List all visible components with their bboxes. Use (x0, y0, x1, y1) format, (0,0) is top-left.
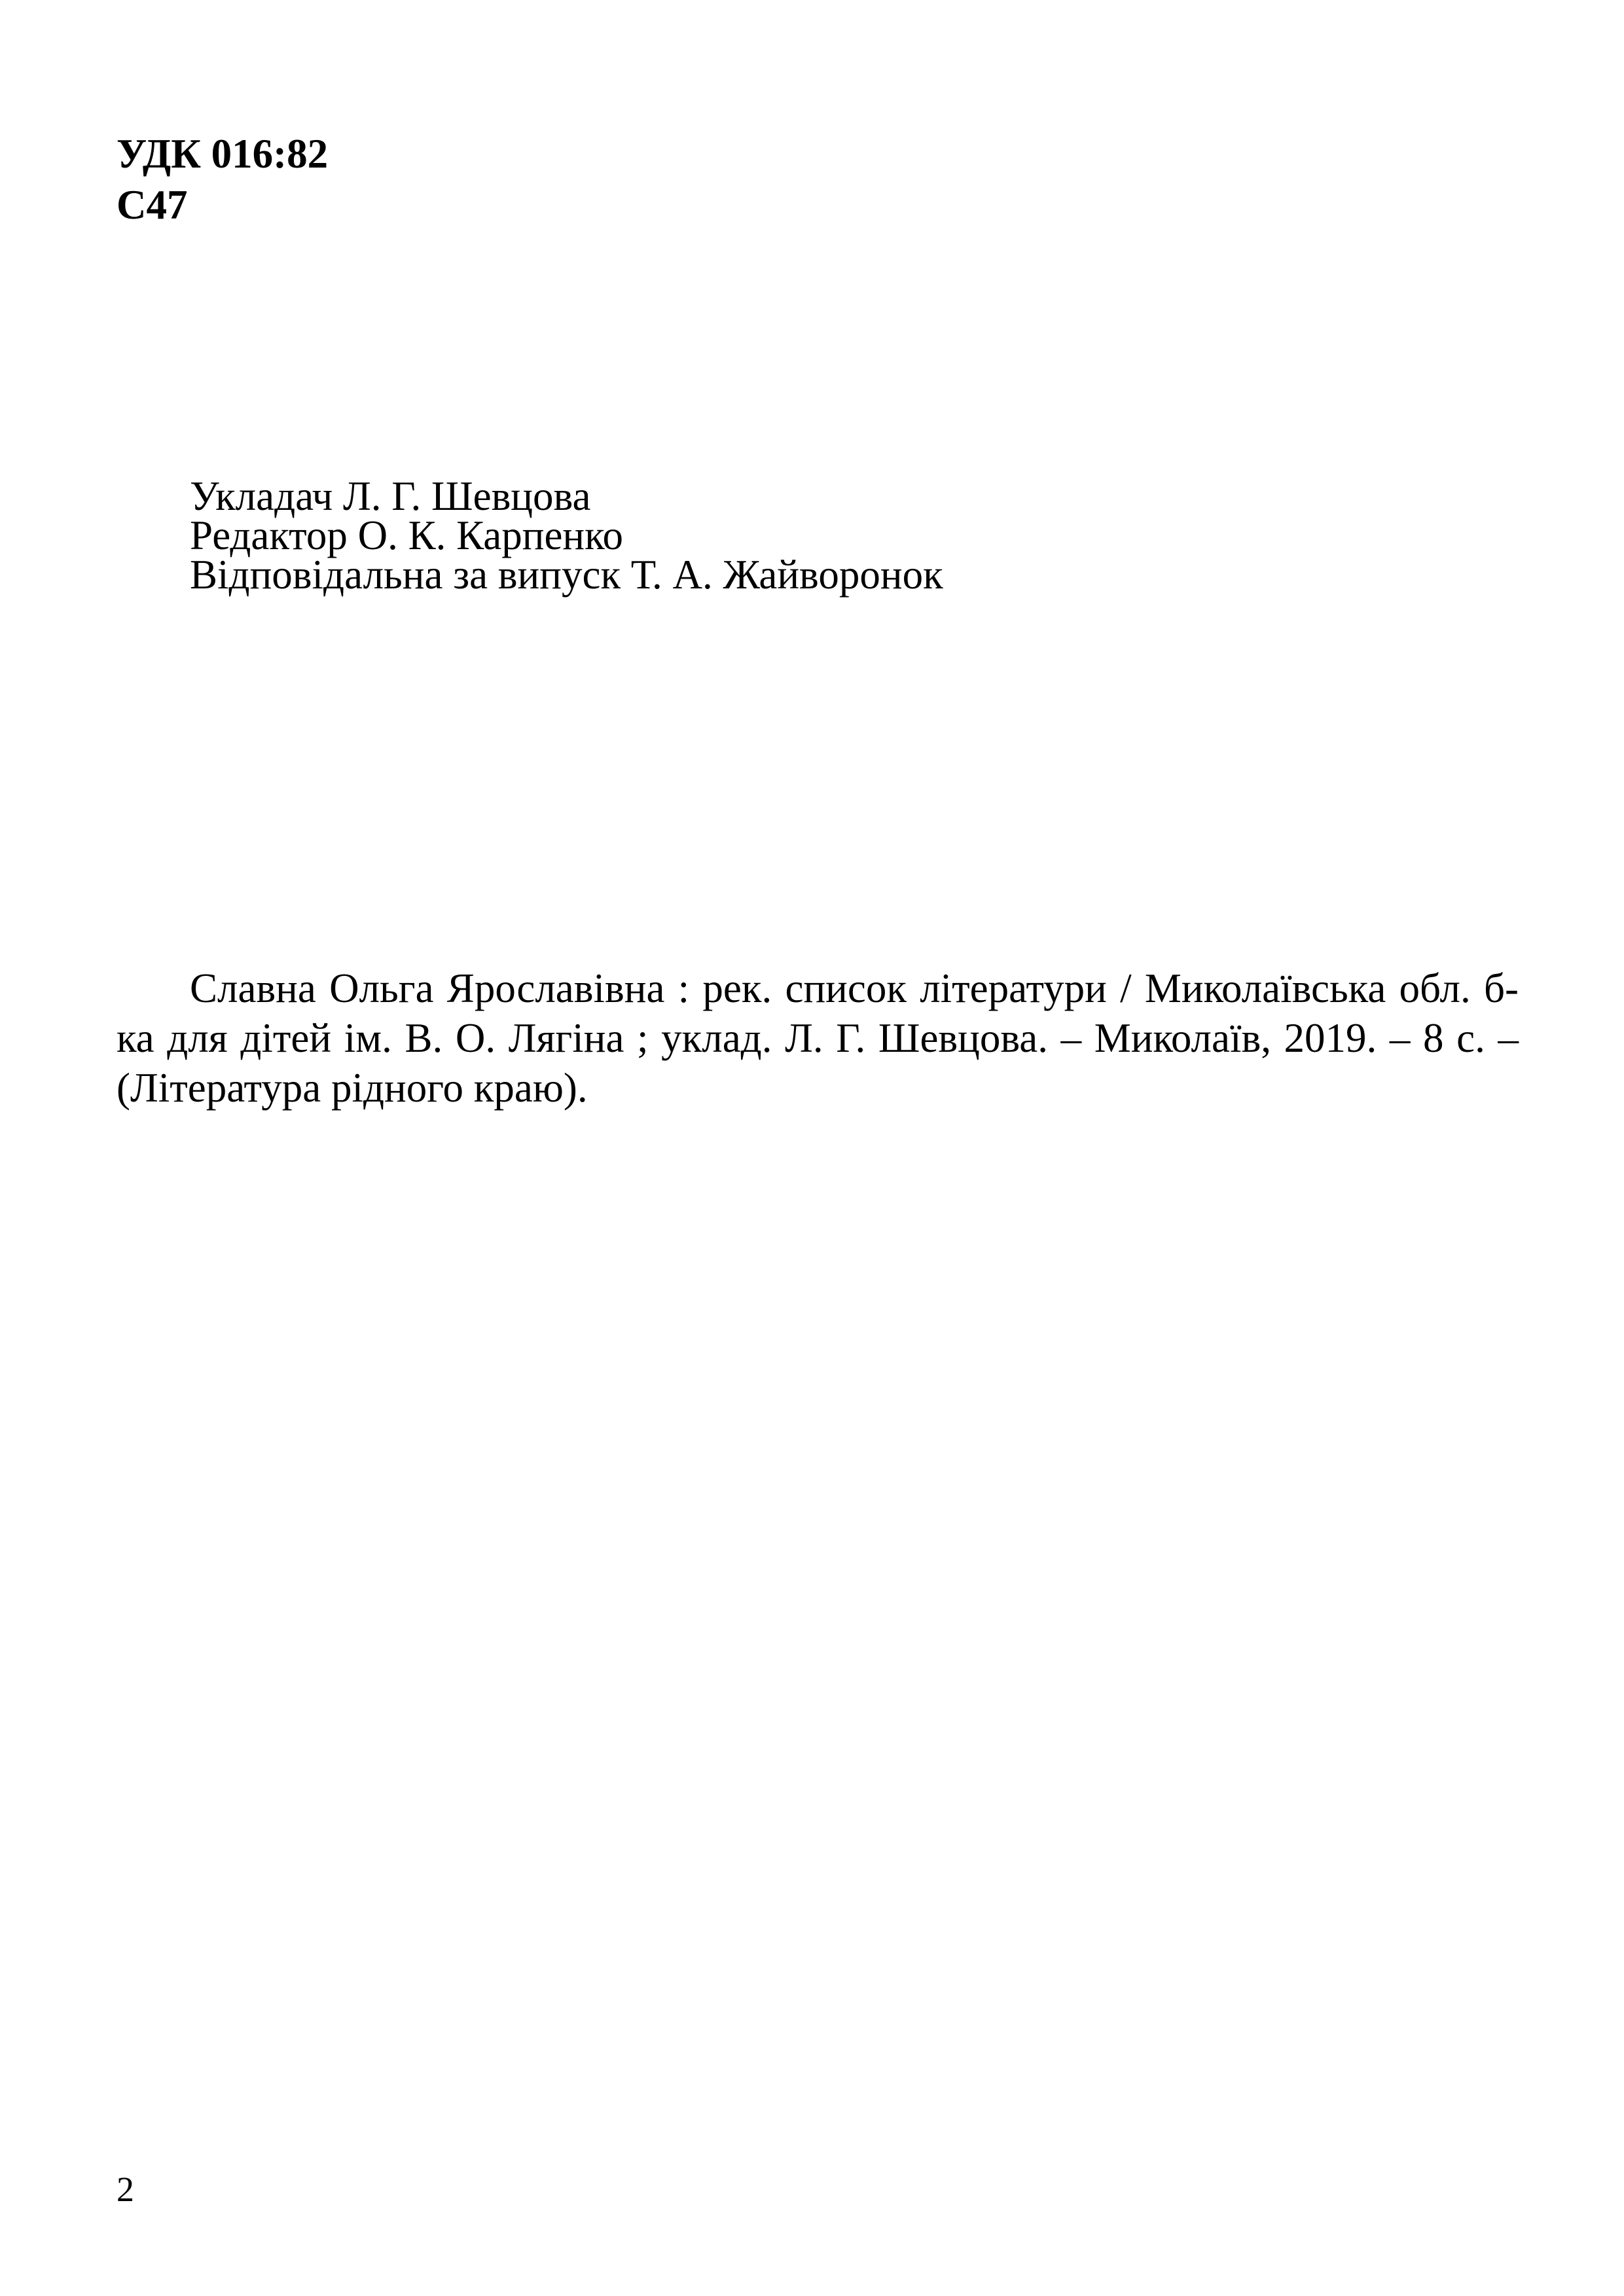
page-number: 2 (117, 2170, 134, 2209)
bibliographic-description: Славна Ольга Ярославівна : рек. список літератури / Миколаївська обл. б-ка для дітей ім. В. О. Лягіна ; уклад. Л. Г. Шевцова. – Миколаїв, 2019. – 8 с. – (Література рідного краю). (117, 965, 1519, 1111)
author-mark: С47 (117, 182, 188, 228)
udc-code: УДК 016:82 (117, 131, 329, 177)
credits-block (190, 473, 943, 598)
compiler-line: Укладач Л. Г. Шевцова (190, 473, 591, 519)
classification-block (117, 128, 328, 230)
editor-line: Редактор О. К. Карпенко (190, 512, 624, 558)
responsible-line: Відповідальна за випуск Т. А. Жайворонок (190, 552, 943, 598)
